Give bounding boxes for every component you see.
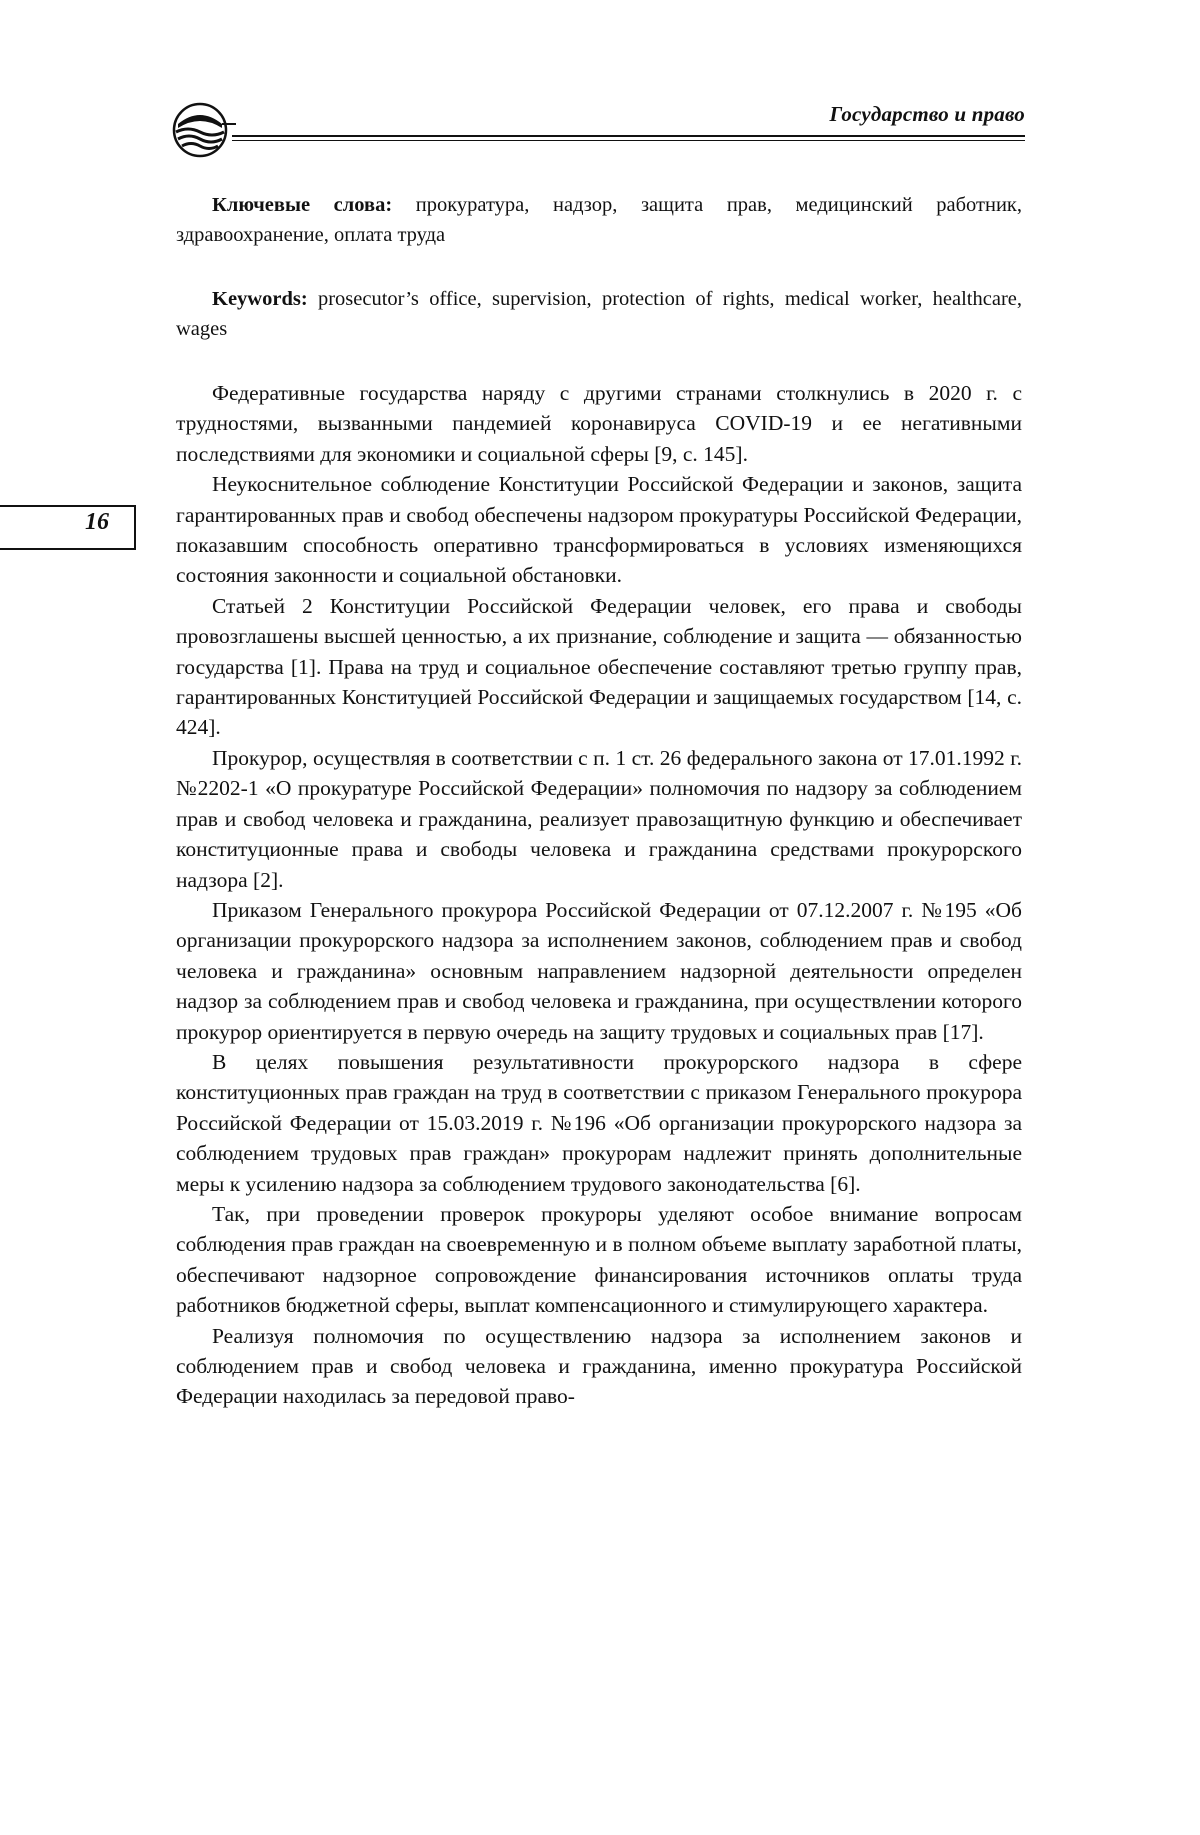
keywords-en-label: Keywords: <box>212 288 308 310</box>
paragraph: Неукоснительное соблюдение Конституции Российской Федерации и законов, защита гарантированных прав и свобод обеспечены надзором прокуратуры Российской Федерации, показавшим способность оперативно трансформироваться в условиях изменяющихся состояния законности и социальной обстановки. <box>176 472 1022 588</box>
running-title: Государство и право <box>829 102 1025 126</box>
paragraph: Так, при проведении проверок прокуроры уделяют особое внимание вопросам соблюдения прав граждан на своевременную и в полном объеме выплату заработной платы, обеспечивают надзорное сопровождение финансирования источников оплаты труда работников бюджетной сферы, выплат компенсационного и стимулирующего характера. <box>176 1201 1022 1318</box>
paragraph: Реализуя полномочия по осуществлению надзора за исполнением законов и соблюдением прав и свобод человека и гражданина, именно прокуратура Российской Федерации находилась за передовой право- <box>176 1323 1022 1409</box>
article-body <box>176 190 1022 1412</box>
main-text <box>176 378 1022 1412</box>
paragraph: В целях повышения результативности прокурорского надзора в сфере конституционных прав граждан на труд в соответствии с приказом Генерального прокурора Российской Федерации от 15.03.2019 г. №196 «Об организации прокурорского надзора за соблюдением трудовых прав граждан» прокурорам надлежит принять дополнительные меры к усилению надзора за соблюдением трудового законодательства [6]. <box>176 1049 1022 1196</box>
keywords-ru <box>176 190 1022 250</box>
keywords-ru-label: Ключевые слова: <box>212 194 393 216</box>
page-header <box>170 92 1025 154</box>
header-rule-top <box>232 135 1025 137</box>
paragraph: Федеративные государства наряду с другими странами столкнулись в 2020 г. с трудностями, вызванными пандемией коронавируса COVID-19 и ее негативными последствиями для экономики и социальной сферы [9, с. 145]. <box>176 381 1022 466</box>
paragraph: Приказом Генерального прокурора Российской Федерации от 07.12.2007 г. №195 «Об организации прокурорского надзора за исполнением законов, соблюдением прав и свобод человека и гражданина» основным направлением надзорной деятельности определен надзор за соблюдением прав и свобод человека и гражданина, при осуществлении которого прокурор ориентируется в первую очередь на защиту трудовых и социальных прав [17]. <box>176 897 1022 1044</box>
page-number: 16 <box>85 509 109 535</box>
paragraph: Прокурор, осуществляя в соответствии с п. 1 ст. 26 федерального закона от 17.01.1992 г. №2202-1 «О прокуратуре Российской Федерации» полномочия по надзору за соблюдением прав и свобод человека и гражданина, реализует правозащитную функцию и обеспечивает конституционные права и свободы человека и гражданина средствами прокурорского надзора [2]. <box>176 745 1022 892</box>
keywords-ru-text: прокуратура, надзор, защита прав, медицинский работник, здравоохранение, оплата труда <box>176 194 1023 246</box>
keywords-en <box>176 284 1022 344</box>
header-rule-bottom <box>232 140 1025 141</box>
page-number-box <box>0 505 136 550</box>
paragraph: Статьей 2 Конституции Российской Федерации человек, его права и свободы провозглашены высшей ценностью, а их признание, соблюдение и защита — обязанностью государства [1]. Права на труд и социальное обеспечение составляют третью группу прав, гарантированных Конституцией Российской Федерации и защищаемых государством [14, с. 424]. <box>176 593 1022 740</box>
keywords-en-text: prosecutor’s office, supervision, protection of rights, medical worker, healthcare, wages <box>176 288 1022 340</box>
journal-logo-icon <box>170 102 236 158</box>
